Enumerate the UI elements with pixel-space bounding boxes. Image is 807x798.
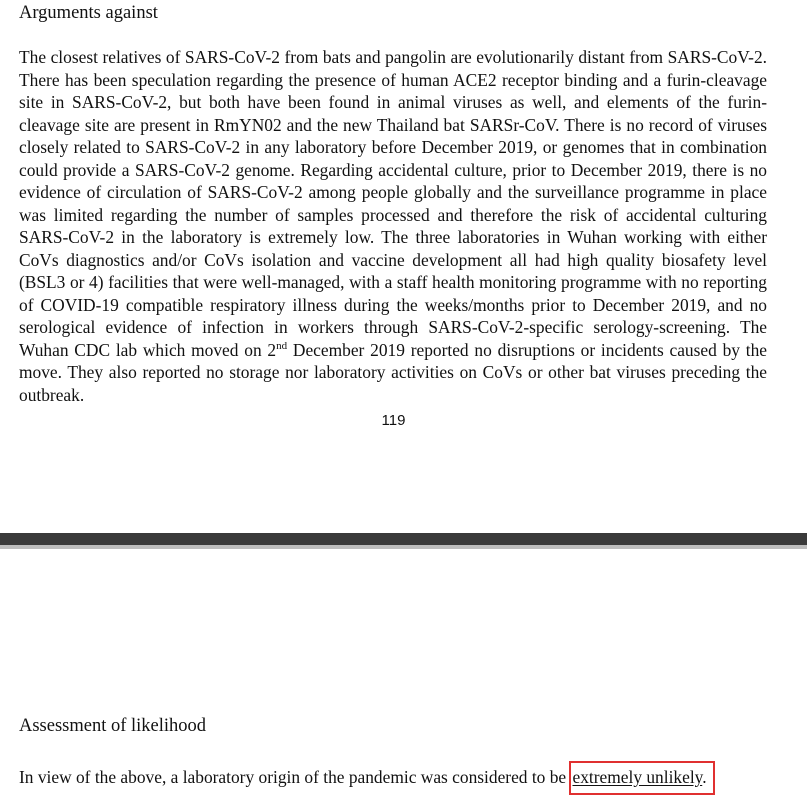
highlight-box bbox=[569, 761, 714, 795]
conclusion-suffix: . bbox=[702, 767, 707, 787]
highlighted-phrase: extremely unlikely bbox=[572, 767, 703, 787]
section-heading-assessment: Assessment of likelihood bbox=[19, 716, 207, 736]
conclusion-sentence bbox=[19, 761, 779, 795]
document-page-lower bbox=[0, 549, 807, 798]
page-separator bbox=[0, 533, 807, 549]
paragraph-text-part-2: December 2019 reported no disruptions or incidents caused by the move. They also reported no storage nor laboratory activities on CoVs or other bat viruses preceding the outbreak. bbox=[19, 339, 767, 405]
ordinal-superscript: nd bbox=[276, 339, 288, 352]
page-number: 119 bbox=[381, 412, 406, 429]
conclusion-prefix: In view of the above, a laboratory origin of the pandemic was considered to be bbox=[19, 767, 571, 787]
section-heading-arguments-against: Arguments against bbox=[19, 3, 158, 23]
paragraph-text-part-1: The closest relatives of SARS-CoV-2 from bats and pangolin are evolutionarily distant from SARS-CoV-2. There has been speculation regarding the presence of human ACE2 receptor binding and a furin-cleavage site in SARS-CoV-2, but both have been found in animal viruses as well, and elements of the furin-cleavage site are present in RmYN02 and the new Thailand bat SARSr-CoV. There is no record of viruses closely related to SARS-CoV-2 in any laboratory before December 2019, or genomes that in combination could provide a SARS-CoV-2 genome. Regarding accidental culture, prior to December 2019, there is no evidence of circulation of SARS-CoV-2 among people globally and the surveillance programme in place was limited regarding the number of samples processed and therefore the risk of accidental culturing SARS-CoV-2 in the laboratory is extremely low. The three laboratories in Wuhan working with either CoVs diagnostics and/or CoVs isolation and vaccine development all had high quality biosafety level (BSL3 or 4) facilities that were well-managed, with a staff health monitoring programme with no reporting of COVID-19 compatible respiratory illness during the weeks/months prior to December 2019, and no serological evidence of infection in workers through SARS-CoV-2-specific serology-screening. The Wuhan CDC lab which moved on 2 bbox=[19, 47, 767, 360]
arguments-paragraph bbox=[19, 46, 767, 406]
